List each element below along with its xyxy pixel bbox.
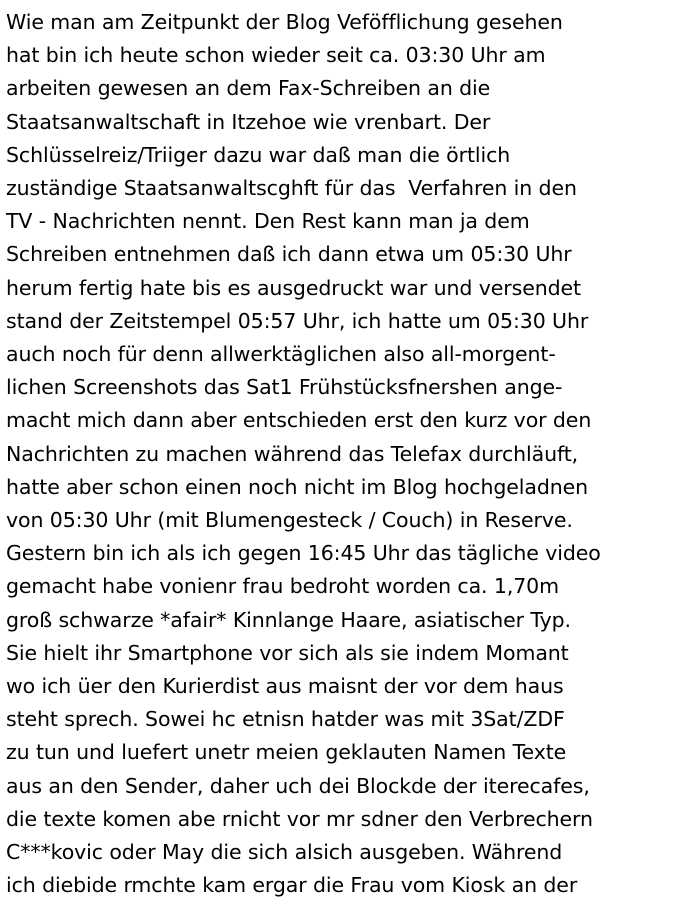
text-line: hat bin ich heute schon wieder seit ca. 03:30 Uhr am bbox=[6, 43, 546, 68]
text-line: gemacht habe vonienr frau bedroht worden ca. 1,70m bbox=[6, 574, 559, 599]
text-line: ich diebide rmchte kam ergar die Frau vom Kiosk an der bbox=[6, 873, 578, 898]
text-line: aus an den Sender, daher uch dei Blockde der iterecafes, bbox=[6, 773, 590, 798]
text-line: hatte aber schon einen noch nicht im Blog hochgeladnen bbox=[6, 474, 589, 499]
text-line: von 05:30 Uhr (mit Blumengesteck / Couch) in Reserve. bbox=[6, 508, 573, 533]
text-line: groß schwarze *afair* Kinnlange Haare, asiatischer Typ. bbox=[6, 607, 571, 632]
text-line: Wie man am Zeitpunkt der Blog Veföfflichung gesehen bbox=[6, 10, 563, 34]
text-line: herum fertig hate bis es ausgedruckt war und versendet bbox=[6, 275, 581, 300]
text-line: Nachrichten zu machen während das Telefax durchläuft, bbox=[6, 441, 579, 466]
text-line: Staatsanwaltschaft in Itzehoe wie vrenbart. Der bbox=[6, 109, 491, 134]
text-line: lichen Screenshots das Sat1 Frühstücksfnershen ange- bbox=[6, 375, 563, 400]
text-line: Sie hielt ihr Smartphone vor sich als sie indem Momant bbox=[6, 640, 569, 665]
text-line: zuständige Staatsanwaltscghft für das Verfahren in den bbox=[6, 176, 577, 201]
text-line: stand der Zeitstempel 05:57 Uhr, ich hatte um 05:30 Uhr bbox=[6, 308, 589, 333]
text-line: TV - Nachrichten nennt. Den Rest kann man ja dem bbox=[6, 209, 530, 234]
text-line: macht mich dann aber entschieden erst den kurz vor den bbox=[6, 408, 592, 433]
text-line: zu tun und luefert unetr meien geklauten Namen Texte bbox=[6, 740, 567, 765]
text-line: Schlüsselreiz/Triiger dazu war daß man die örtlich bbox=[6, 142, 511, 167]
text-line: steht sprech. Sowei hc etnisn hatder was mit 3Sat/ZDF bbox=[6, 707, 565, 732]
text-line: wo ich üer den Kurierdist aus maisnt der vor dem haus bbox=[6, 674, 564, 699]
text-line: Gestern bin ich als ich gegen 16:45 Uhr das tägliche video bbox=[6, 541, 601, 566]
text-line: C***kovic oder May die sich alsich ausgeben. Während bbox=[6, 840, 563, 865]
text-line: auch noch für denn allwerktäglichen also all-morgent- bbox=[6, 342, 556, 367]
text-line: die texte komen abe rnicht vor mr sdner den Verbrechern bbox=[6, 806, 593, 831]
text-line: arbeiten gewesen an dem Fax-Schreiben an die bbox=[6, 76, 491, 101]
text-line: Schreiben entnehmen daß ich dann etwa um 05:30 Uhr bbox=[6, 242, 572, 267]
